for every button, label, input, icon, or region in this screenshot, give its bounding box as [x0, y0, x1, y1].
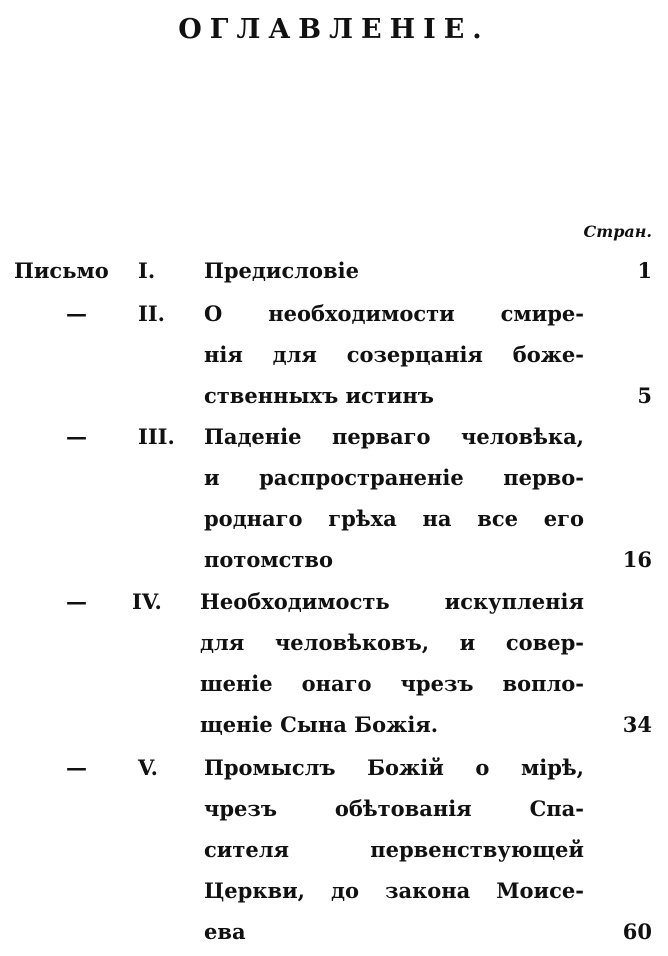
entry-title-line: щеніе Сына Божія.	[200, 712, 439, 737]
entry-title-line: потомство	[204, 547, 334, 572]
entry-title-line: и распространеніе перво-	[204, 465, 584, 490]
page-column-header: Стран.	[583, 222, 652, 241]
entry-page-number: 1	[637, 258, 652, 283]
page-title: ОГЛАВЛЕНІЕ.	[178, 14, 490, 45]
entry-title-line: ева	[204, 919, 246, 944]
entry-page-number: 60	[622, 919, 652, 944]
entry-numeral: III.	[138, 424, 175, 449]
entry-title-line: Церкви, до закона Моисе-	[204, 878, 584, 903]
entry-title-line: чрезъ обѣтованія Спа-	[204, 796, 584, 821]
entry-title-line: шеніе онаго чрезъ вопло-	[200, 671, 584, 696]
toc-entry-1	[14, 251, 652, 291]
ditto-dash: —	[66, 589, 87, 614]
entry-numeral: V.	[138, 755, 158, 780]
entry-page-number: 16	[622, 547, 652, 572]
entry-title-line: роднаго грѣха на все его	[204, 506, 584, 531]
entry-page-number: 5	[637, 383, 652, 408]
entry-title-line: ственныхъ истинъ	[204, 383, 434, 408]
entry-title-line: О необходимости смире-	[204, 301, 584, 326]
entry-title-line: для человѣковъ, и совер-	[200, 630, 584, 655]
entry-numeral: I.	[138, 258, 156, 283]
entry-title-line: сителя первенствующей	[204, 837, 584, 862]
letter-word: Письмо	[14, 258, 109, 283]
entry-title-line: Паденіе перваго человѣка,	[204, 424, 584, 449]
entry-numeral: IV.	[132, 589, 162, 614]
ditto-dash: —	[66, 755, 87, 780]
entry-title-line: Промыслъ Божій о мірѣ,	[204, 755, 584, 780]
entry-title-line: Предисловіе	[204, 258, 359, 283]
entry-numeral: II.	[138, 301, 165, 326]
ditto-dash: —	[66, 301, 87, 326]
ditto-dash: —	[66, 424, 87, 449]
entry-title-line: нія для созерцанія боже-	[204, 342, 584, 367]
entry-page-number: 34	[622, 712, 652, 737]
entry-title-line: Необходимость искупленія	[200, 589, 584, 614]
